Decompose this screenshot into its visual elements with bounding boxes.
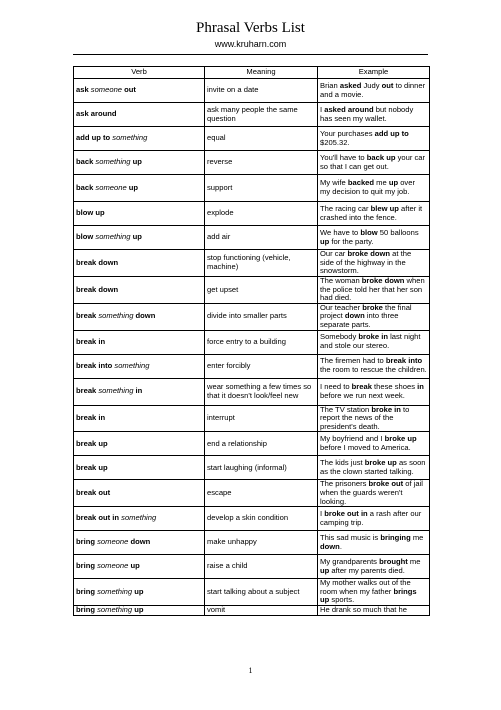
example-cell: Brian asked Judy out to dinner and a movie. xyxy=(318,79,430,103)
table-row xyxy=(74,405,430,432)
table-row xyxy=(74,175,430,202)
meaning-cell: reverse xyxy=(205,151,318,175)
verb-cell: break up xyxy=(74,456,205,480)
page-number: 1 xyxy=(248,666,253,675)
example-cell: My boyfriend and I broke up before I moved to America. xyxy=(318,432,430,456)
table-row xyxy=(74,354,430,378)
table-row xyxy=(74,480,430,507)
example-cell: The racing car blew up after it crashed into the fence. xyxy=(318,202,430,226)
verb-cell: break down xyxy=(74,250,205,277)
table-row xyxy=(74,277,430,304)
table-row xyxy=(74,202,430,226)
example-cell: My grandparents brought me up after my parents died. xyxy=(318,555,430,579)
table-row xyxy=(74,250,430,277)
table-row xyxy=(74,555,430,579)
header-rule xyxy=(73,54,428,55)
meaning-cell: invite on a date xyxy=(205,79,318,103)
verb-cell: break up xyxy=(74,432,205,456)
example-cell: The prisoners broke out of jail when the guards weren't looking. xyxy=(318,480,430,507)
meaning-cell: wear something a few times so that it doesn't look/feel new xyxy=(205,378,318,405)
meaning-cell: add air xyxy=(205,226,318,250)
verb-cell: break in xyxy=(74,330,205,354)
table-row xyxy=(74,151,430,175)
verb-cell: break out xyxy=(74,480,205,507)
table-row xyxy=(74,79,430,103)
meaning-cell: ask many people the same question xyxy=(205,103,318,127)
example-cell: I asked around but nobody has seen my wallet. xyxy=(318,103,430,127)
meaning-cell: support xyxy=(205,175,318,202)
meaning-cell: divide into smaller parts xyxy=(205,303,318,330)
verb-cell: break something down xyxy=(74,303,205,330)
verb-cell: blow up xyxy=(74,202,205,226)
table-header-row xyxy=(74,67,430,79)
example-cell: The kids just broke up as soon as the clown started talking. xyxy=(318,456,430,480)
example-cell: I broke out in a rash after our camping trip. xyxy=(318,507,430,531)
table-row xyxy=(74,127,430,151)
table-row xyxy=(74,226,430,250)
verb-cell: blow something up xyxy=(74,226,205,250)
example-cell: Your purchases add up to $205.32. xyxy=(318,127,430,151)
table-row xyxy=(74,330,430,354)
column-header-verb: Verb xyxy=(74,67,205,79)
column-header-meaning: Meaning xyxy=(205,67,318,79)
example-cell: Our car broke down at the side of the highway in the snowstorm. xyxy=(318,250,430,277)
example-cell: I need to break these shoes in before we run next week. xyxy=(318,378,430,405)
table-row xyxy=(74,103,430,127)
example-cell: Somebody broke in last night and stole our stereo. xyxy=(318,330,430,354)
document-title: Phrasal Verbs List xyxy=(196,20,305,36)
table-row xyxy=(74,579,430,606)
verb-cell: ask someone out xyxy=(74,79,205,103)
table-body xyxy=(74,79,430,616)
example-cell: Our teacher broke the final project down into three separate parts. xyxy=(318,303,430,330)
meaning-cell: make unhappy xyxy=(205,531,318,555)
meaning-cell: start talking about a subject xyxy=(205,579,318,606)
meaning-cell: force entry to a building xyxy=(205,330,318,354)
table-row xyxy=(74,432,430,456)
example-cell: We have to blow 50 balloons up for the party. xyxy=(318,226,430,250)
document-subtitle: www.kruharn.com xyxy=(214,39,287,49)
example-cell: The woman broke down when the police told her that her son had died. xyxy=(318,277,430,304)
table-row xyxy=(74,456,430,480)
meaning-cell: vomit xyxy=(205,606,318,616)
example-cell: The firemen had to break into the room to rescue the children. xyxy=(318,354,430,378)
table-row xyxy=(74,507,430,531)
meaning-cell: enter forcibly xyxy=(205,354,318,378)
meaning-cell: explode xyxy=(205,202,318,226)
table-row xyxy=(74,606,430,616)
verb-cell: bring something up xyxy=(74,579,205,606)
verb-cell: bring someone down xyxy=(74,531,205,555)
meaning-cell: escape xyxy=(205,480,318,507)
verb-cell: break something in xyxy=(74,378,205,405)
verb-cell: break in xyxy=(74,405,205,432)
verb-cell: ask around xyxy=(74,103,205,127)
table-row xyxy=(74,378,430,405)
meaning-cell: end a relationship xyxy=(205,432,318,456)
meaning-cell: interrupt xyxy=(205,405,318,432)
verb-cell: bring someone up xyxy=(74,555,205,579)
verb-cell: break down xyxy=(74,277,205,304)
table-row xyxy=(74,303,430,330)
table-row xyxy=(74,531,430,555)
example-cell: This sad music is bringing me down. xyxy=(318,531,430,555)
meaning-cell: equal xyxy=(205,127,318,151)
example-cell: My wife backed me up over my decision to quit my job. xyxy=(318,175,430,202)
example-cell: The TV station broke in to report the news of the president's death. xyxy=(318,405,430,432)
phrasal-verbs-table xyxy=(73,66,430,616)
verb-cell: back someone up xyxy=(74,175,205,202)
verb-cell: back something up xyxy=(74,151,205,175)
example-cell: He drank so much that he xyxy=(318,606,430,616)
verb-cell: add up to something xyxy=(74,127,205,151)
meaning-cell: raise a child xyxy=(205,555,318,579)
verb-cell: break into something xyxy=(74,354,205,378)
verb-cell: bring something up xyxy=(74,606,205,616)
column-header-example: Example xyxy=(318,67,430,79)
meaning-cell: stop functioning (vehicle, machine) xyxy=(205,250,318,277)
example-cell: You'll have to back up your car so that I can get out. xyxy=(318,151,430,175)
meaning-cell: start laughing (informal) xyxy=(205,456,318,480)
meaning-cell: get upset xyxy=(205,277,318,304)
example-cell: My mother walks out of the room when my father brings up sports. xyxy=(318,579,430,606)
verb-cell: break out in something xyxy=(74,507,205,531)
meaning-cell: develop a skin condition xyxy=(205,507,318,531)
